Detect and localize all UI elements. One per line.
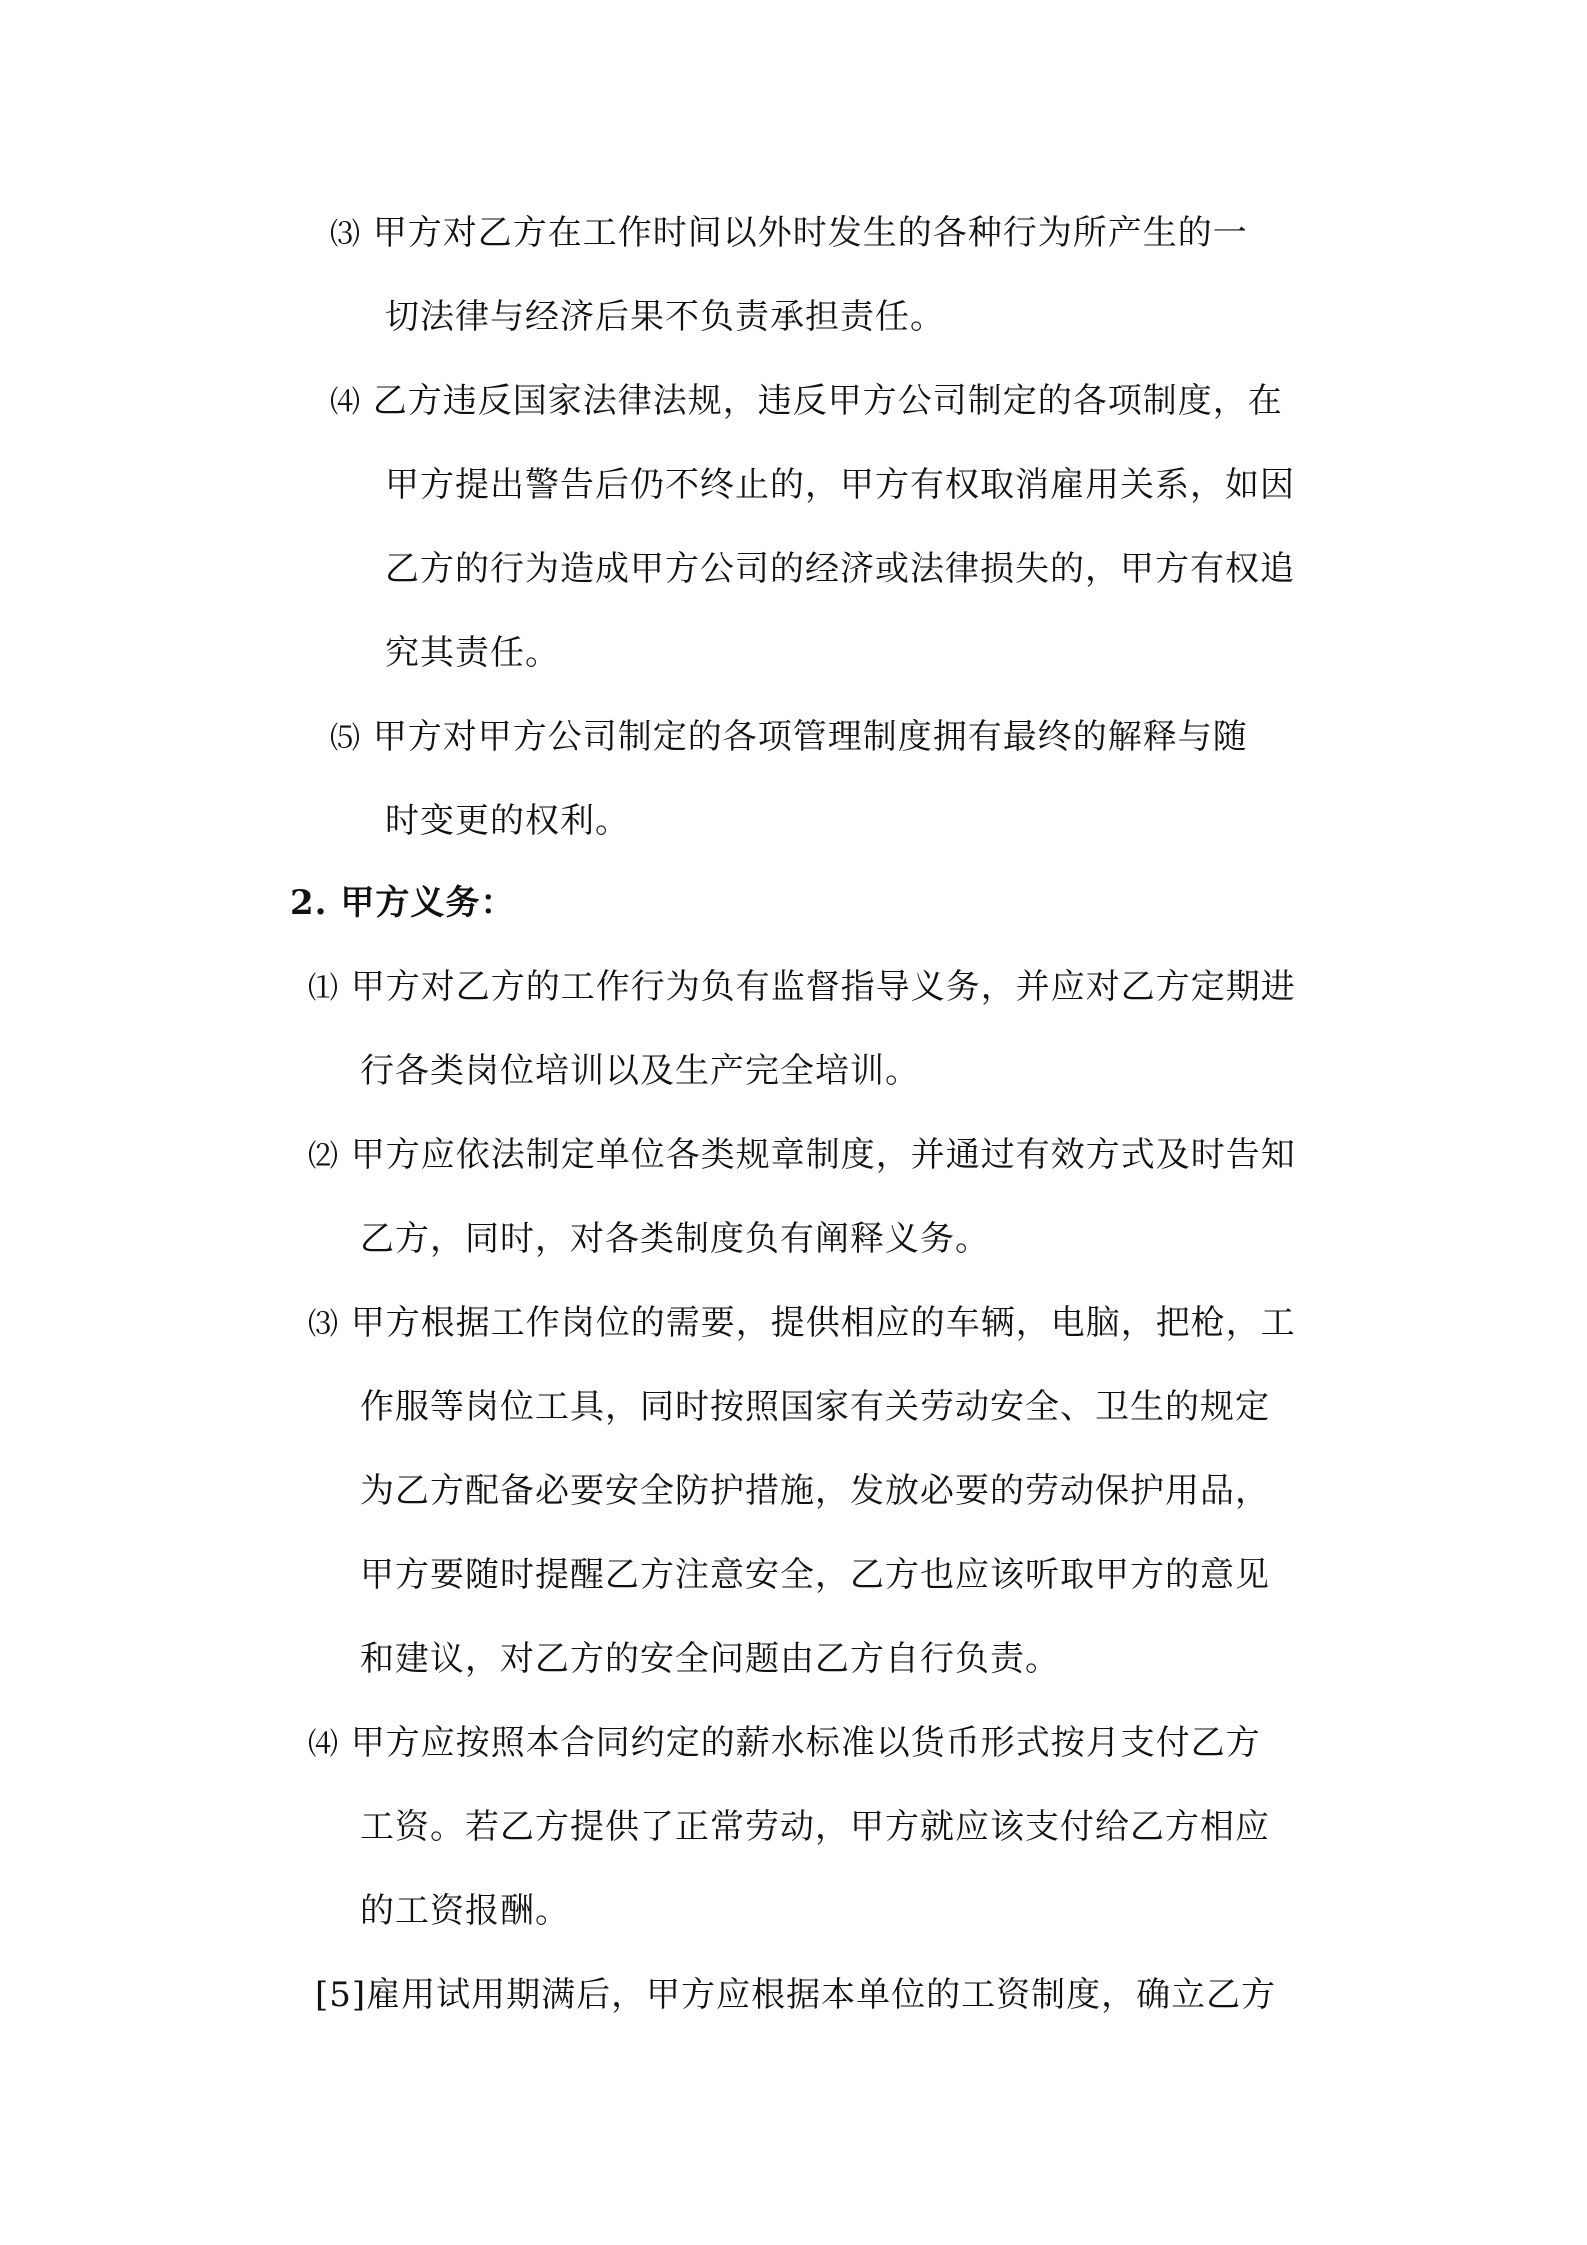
rights-item-4-line-2: 甲方提出警告后仍不终止的，甲方有权取消雇用关系，如因 xyxy=(385,465,1295,505)
rights-item-3-marker: ⑶ xyxy=(330,217,361,252)
obligation-item-4-text-1: 甲方应按照本合同约定的薪水标准以货币形式按月支付乙方 xyxy=(350,1723,1261,1763)
obligation-item-2-line-2: 乙方，同时，对各类制度负有阐释义务。 xyxy=(360,1219,990,1259)
rights-item-3-line-2: 切法律与经济后果不负责承担责任。 xyxy=(385,297,945,337)
obligation-item-1-line-2: 行各类岗位培训以及生产完全培训。 xyxy=(360,1051,920,1091)
obligation-item-3-marker: ⑶ xyxy=(308,1307,339,1342)
obligation-item-5-line-1: [5]雇用试用期满后，甲方应根据本单位的工资制度，确立乙方 xyxy=(315,1975,1277,2015)
obligation-item-2-marker: ⑵ xyxy=(308,1139,339,1174)
obligation-item-3-line-4: 甲方要随时提醒乙方注意安全，乙方也应该听取甲方的意见 xyxy=(360,1555,1270,1595)
obligation-item-3-text-1: 甲方根据工作岗位的需要，提供相应的车辆，电脑，把枪，工 xyxy=(350,1303,1296,1343)
rights-item-4-line-3: 乙方的行为造成甲方公司的经济或法律损失的，甲方有权追 xyxy=(385,549,1295,589)
rights-item-4-line-4: 究其责任。 xyxy=(385,633,560,673)
obligation-item-4-marker: ⑷ xyxy=(308,1727,339,1762)
obligation-item-1-text-1: 甲方对乙方的工作行为负有监督指导义务，并应对乙方定期进 xyxy=(350,967,1296,1007)
obligation-item-1-line-1 xyxy=(308,967,1296,1009)
section-heading-obligations: 2. 甲方义务： xyxy=(290,883,516,923)
rights-item-5-line-2: 时变更的权利。 xyxy=(385,801,630,841)
rights-item-3-text-1: 甲方对乙方在工作时间以外时发生的各种行为所产生的一 xyxy=(372,213,1248,253)
rights-item-3-line-1 xyxy=(330,213,1248,255)
obligation-item-4-line-1 xyxy=(308,1723,1261,1765)
rights-item-5-line-1 xyxy=(330,717,1248,759)
obligation-item-1-marker: ⑴ xyxy=(308,971,339,1006)
rights-item-5-marker: ⑸ xyxy=(330,721,361,756)
obligation-item-3-line-3: 为乙方配备必要安全防护措施，发放必要的劳动保护用品， xyxy=(360,1471,1270,1511)
rights-item-4-line-1 xyxy=(330,381,1283,423)
obligation-item-4-line-2: 工资。若乙方提供了正常劳动，甲方就应该支付给乙方相应 xyxy=(360,1807,1270,1847)
obligation-item-4-line-3: 的工资报酬。 xyxy=(360,1891,570,1931)
obligation-item-2-line-1 xyxy=(308,1135,1296,1177)
obligation-item-3-line-5: 和建议，对乙方的安全问题由乙方自行负责。 xyxy=(360,1639,1060,1679)
rights-item-4-text-1: 乙方违反国家法律法规，违反甲方公司制定的各项制度，在 xyxy=(372,381,1283,421)
obligation-item-3-line-2: 作服等岗位工具，同时按照国家有关劳动安全、卫生的规定 xyxy=(360,1387,1270,1427)
obligation-item-3-line-1 xyxy=(308,1303,1296,1345)
rights-item-4-marker: ⑷ xyxy=(330,385,361,420)
obligation-item-2-text-1: 甲方应依法制定单位各类规章制度，并通过有效方式及时告知 xyxy=(350,1135,1296,1175)
rights-item-5-text-1: 甲方对甲方公司制定的各项管理制度拥有最终的解释与随 xyxy=(372,717,1248,757)
